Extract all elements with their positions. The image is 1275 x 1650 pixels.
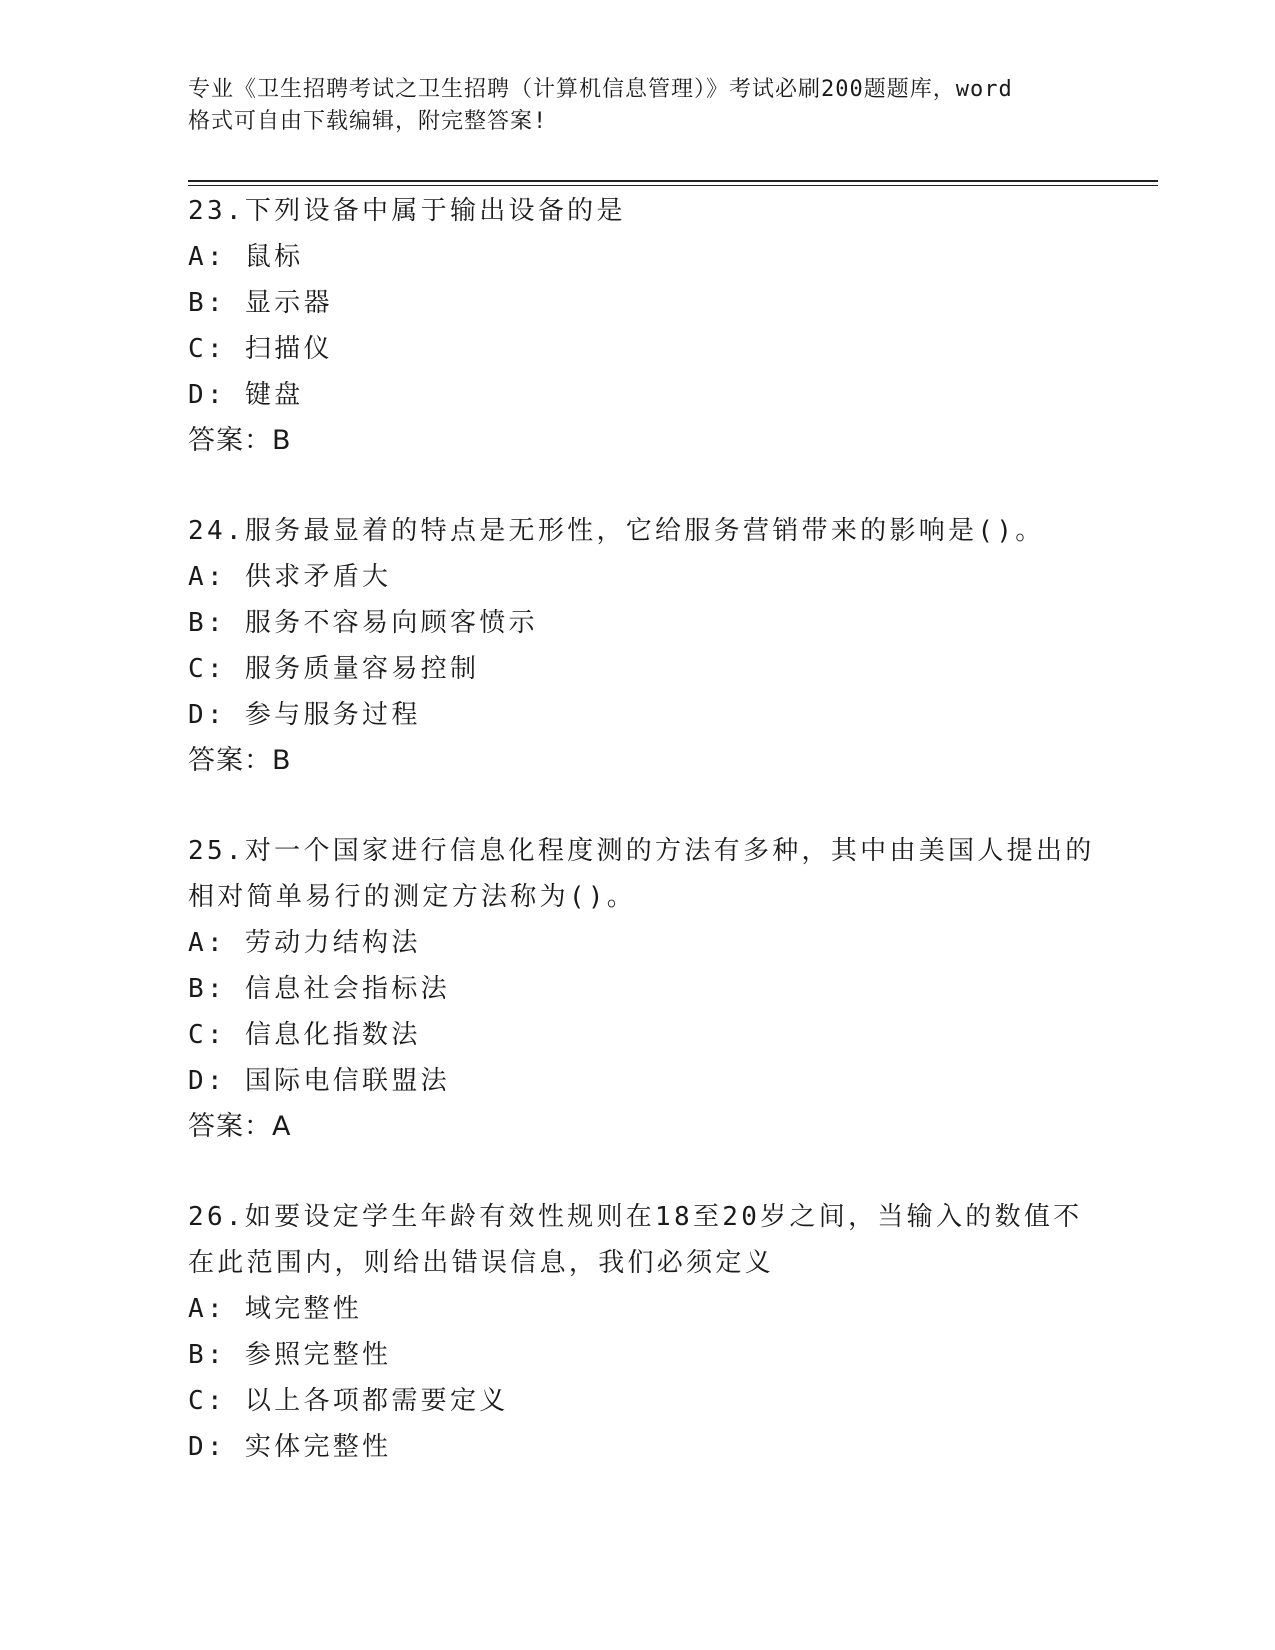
answer-line: 答案：B [188,745,292,776]
option-a: A: 劳动力结构法 [188,928,421,958]
option-b: B: 服务不容易向顾客愤示 [188,608,538,638]
question-26 [188,1194,1088,1470]
option-c: C: 服务质量容易控制 [188,654,480,684]
document-header [188,74,1088,138]
question-stem-line-2: 相对简单易行的测定方法称为()。 [188,882,637,912]
question-stem-line-2: 在此范围内，则给出错误信息，我们必须定义 [188,1248,775,1278]
option-c: C: 信息化指数法 [188,1020,421,1050]
header-divider-thick [188,180,1158,182]
option-b: B: 信息社会指标法 [188,974,450,1004]
option-d: D: 实体完整性 [188,1432,392,1462]
option-c: C: 以上各项都需要定义 [188,1386,509,1416]
header-line-1: 专业《卫生招聘考试之卫生招聘（计算机信息管理）》考试必刷200题题库，word [188,77,1013,102]
question-stem-line-1: 25.对一个国家进行信息化程度测的方法有多种，其中由美国人提出的 [188,836,1095,866]
option-a: A: 域完整性 [188,1294,363,1324]
question-stem: 23.下列设备中属于输出设备的是 [188,196,626,226]
header-line-2: 格式可自由下载编辑，附完整答案! [188,109,548,134]
answer-line: 答案：A [188,1111,292,1142]
option-c: C: 扫描仪 [188,334,333,364]
question-stem: 24.服务最显着的特点是无形性，它给服务营销带来的影响是()。 [188,516,1045,546]
option-a: A: 鼠标 [188,242,304,272]
question-24 [188,508,1088,784]
option-d: D: 国际电信联盟法 [188,1066,450,1096]
option-b: B: 参照完整性 [188,1340,392,1370]
header-divider-thin [188,185,1158,186]
question-23 [188,188,1088,464]
answer-line: 答案：B [188,425,292,456]
question-stem-line-1: 26.如要设定学生年龄有效性规则在18至20岁之间，当输入的数值不 [188,1202,1083,1232]
option-d: D: 键盘 [188,380,304,410]
option-d: D: 参与服务过程 [188,700,421,730]
option-a: A: 供求矛盾大 [188,562,392,592]
question-25 [188,828,1095,1150]
option-b: B: 显示器 [188,288,333,318]
